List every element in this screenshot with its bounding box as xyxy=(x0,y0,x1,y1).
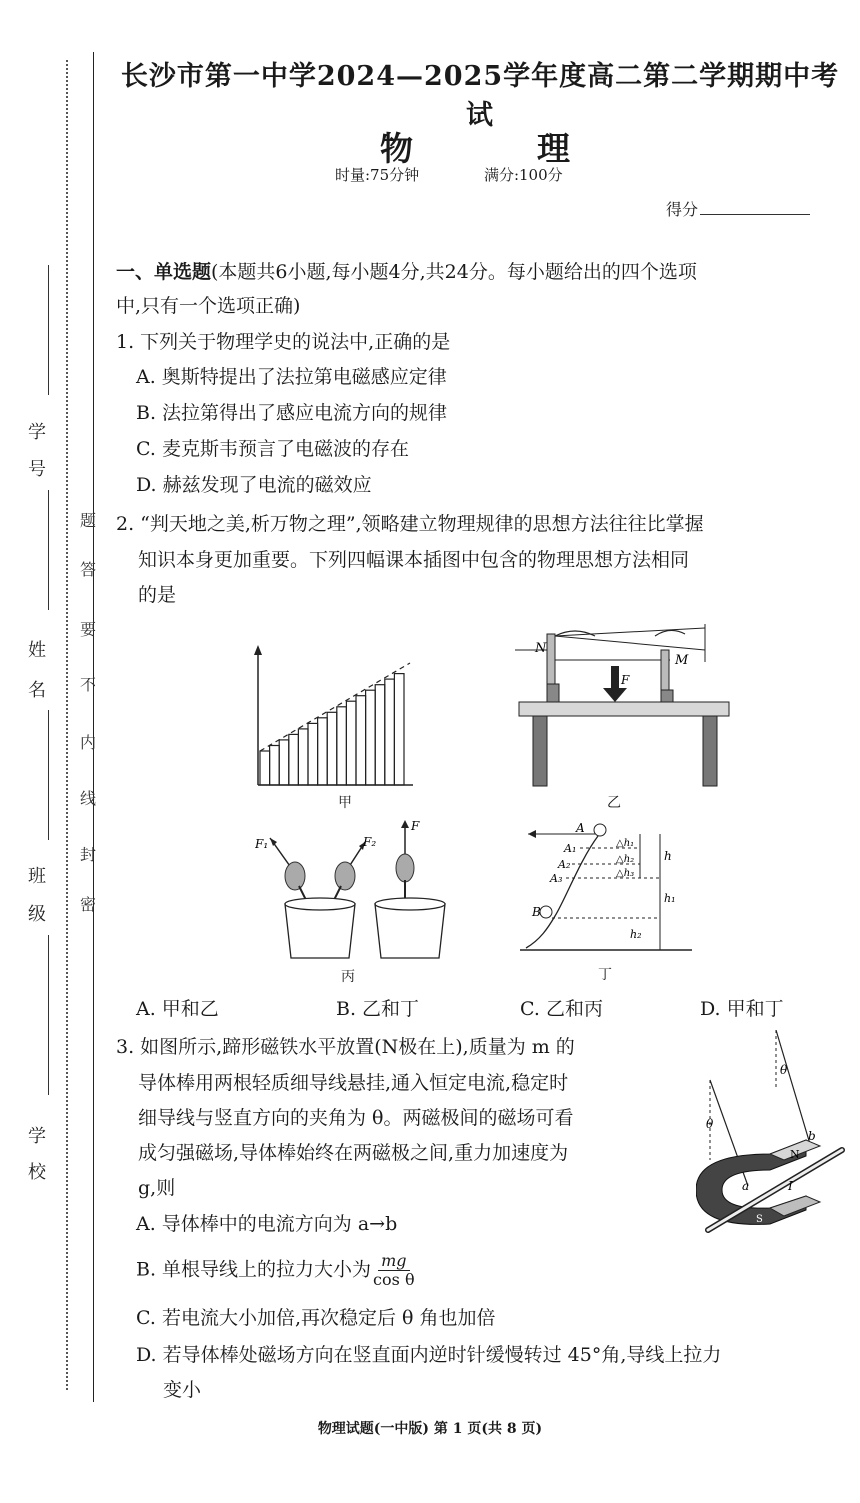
seal-char: 密 xyxy=(79,895,96,914)
q3-stem-2: 导体棒用两根轻质细导线悬挂,通入恒定电流,稳定时 xyxy=(138,1072,569,1094)
sidebar-label-name-1: 姓 xyxy=(28,640,46,661)
q3-stem-5: g,则 xyxy=(138,1177,176,1199)
fig-mark: A₂ xyxy=(558,858,571,871)
exam-full-score: 满分:100分 xyxy=(483,166,563,184)
seal-char: 线 xyxy=(79,789,96,808)
sidebar-label-student-no-1: 学 xyxy=(28,422,46,443)
fig-mark: A₃ xyxy=(550,872,563,885)
fig-mark: h₂ xyxy=(630,928,642,941)
fig-mark: △h₃ xyxy=(616,868,635,879)
q3-option-b[interactable] xyxy=(136,1252,415,1289)
fig-mark: I xyxy=(788,1179,793,1193)
stair-bar xyxy=(318,718,328,785)
fig-mark: M xyxy=(675,653,689,668)
school-blank[interactable] xyxy=(48,935,49,1095)
name-blank[interactable] xyxy=(48,490,49,610)
stair-bar xyxy=(356,696,366,785)
q1-option-b[interactable]: B. 法拉第得出了感应电流方向的规律 xyxy=(136,402,448,424)
section-heading xyxy=(116,255,697,289)
fig-mark: F₁ xyxy=(255,837,269,851)
stair-bar xyxy=(375,685,385,785)
exam-meta xyxy=(335,164,623,185)
class-blank[interactable] xyxy=(48,710,49,840)
fig-mark: A₁ xyxy=(564,842,577,855)
q2-option-c[interactable]: C. 乙和丙 xyxy=(520,998,603,1020)
score-label: 得分 xyxy=(666,200,699,219)
subject-char-1: 物 xyxy=(380,129,413,168)
figure-q3-magnet xyxy=(696,1030,846,1240)
fig-mark: b xyxy=(808,1129,816,1143)
exam-time: 时量:75分钟 xyxy=(335,166,420,184)
q3-stem-1: 3. 如图所示,蹄形磁铁水平放置(N极在上),质量为 m 的 xyxy=(116,1036,575,1058)
exam-title: 长沙市第一中学2024—2025学年度高二第二学期期中考试 xyxy=(120,61,840,131)
stair-bar xyxy=(366,690,376,785)
fig-mark: θ xyxy=(706,1117,714,1131)
stair-bar xyxy=(298,729,308,785)
stair-bar xyxy=(327,712,337,785)
seal-dotted-line xyxy=(66,60,68,1390)
fig-mark: a xyxy=(742,1179,750,1193)
seal-char: 答 xyxy=(79,560,96,579)
q1-option-c[interactable]: C. 麦克斯韦预言了电磁波的存在 xyxy=(136,438,409,460)
seal-char: 题 xyxy=(79,511,96,530)
stair-bar xyxy=(270,746,280,786)
section-desc-2: 中,只有一个选项正确) xyxy=(116,295,301,317)
fig-mark: F xyxy=(411,819,420,833)
figure-yi xyxy=(515,622,735,797)
fig-mark: F₂ xyxy=(363,835,377,849)
fraction xyxy=(373,1252,415,1289)
seal-char: 不 xyxy=(79,675,96,694)
figure-label-ding: 丁 xyxy=(598,967,612,983)
stair-bar xyxy=(289,734,299,785)
stair-bar xyxy=(279,740,289,785)
q2-option-b[interactable]: B. 乙和丁 xyxy=(336,998,420,1020)
figure-bing xyxy=(255,818,455,968)
section-title: 一、单选题 xyxy=(116,261,212,283)
fig-mark: N xyxy=(790,1148,800,1161)
q3-option-d[interactable]: D. 若导体棒处磁场方向在竖直面内逆时针缓慢转过 45°角,导线上拉力 xyxy=(136,1344,722,1366)
seal-char: 要 xyxy=(79,620,96,639)
score-blank[interactable] xyxy=(700,214,810,215)
figure-ding xyxy=(520,820,695,960)
fig-mark: △h₁ xyxy=(616,838,635,849)
fraction-numerator: mg xyxy=(378,1252,409,1271)
q1-option-d[interactable]: D. 赫兹发现了电流的磁效应 xyxy=(136,474,372,496)
q3-stem-4: 成匀强磁场,导体棒始终在两磁极之间,重力加速度为 xyxy=(138,1142,569,1164)
score-box xyxy=(666,197,810,220)
sidebar-label-school-1: 学 xyxy=(28,1126,46,1147)
fig-mark: A xyxy=(576,821,585,835)
student-no-blank[interactable] xyxy=(48,265,49,395)
fig-mark: B xyxy=(532,905,541,919)
binding-line xyxy=(93,52,94,1402)
stair-bar xyxy=(385,679,395,785)
sidebar-label-student-no-2: 号 xyxy=(28,459,46,480)
stair-bar xyxy=(260,751,270,785)
q2-stem-1: 2. “判天地之美,析万物之理”,领略建立物理规律的思想方法往往比掌握 xyxy=(116,513,704,535)
page-footer: 物理试题(一中版) 第 1 页(共 8 页) xyxy=(317,1421,543,1437)
q3-option-b-text: B. 单根导线上的拉力大小为 xyxy=(136,1258,372,1281)
stair-bar xyxy=(346,701,356,785)
figure-jia xyxy=(248,645,418,795)
fig-mark: F xyxy=(621,673,630,687)
q1-option-a[interactable]: A. 奥斯特提出了法拉第电磁感应定律 xyxy=(136,366,447,388)
fig-mark: S xyxy=(756,1214,763,1225)
q3-option-c[interactable]: C. 若电流大小加倍,再次稳定后 θ 角也加倍 xyxy=(136,1307,496,1329)
sidebar-label-name-2: 名 xyxy=(28,680,46,701)
q3-option-d-cont: 变小 xyxy=(163,1379,202,1401)
fraction-denominator: cos θ xyxy=(373,1270,415,1289)
figure-label-yi: 乙 xyxy=(607,795,621,811)
sidebar-label-school-2: 校 xyxy=(28,1162,46,1183)
q1-stem: 1. 下列关于物理学史的说法中,正确的是 xyxy=(116,331,451,353)
seal-char: 封 xyxy=(79,845,96,864)
q3-stem-3: 细导线与竖直方向的夹角为 θ。两磁极间的磁场可看 xyxy=(138,1107,574,1129)
fig-mark: h xyxy=(664,849,672,863)
q2-stem-3: 的是 xyxy=(138,584,177,606)
sidebar-label-class-2: 级 xyxy=(28,904,46,925)
subject-char-2: 理 xyxy=(537,129,570,168)
seal-char: 内 xyxy=(79,733,96,752)
section-desc-1: (本题共6小题,每小题4分,共24分。每小题给出的四个选项 xyxy=(211,261,697,283)
fig-mark: θ xyxy=(780,1063,788,1077)
stair-bar xyxy=(337,707,347,785)
fig-mark: △h₂ xyxy=(616,854,635,865)
sidebar-label-class-1: 班 xyxy=(28,866,46,887)
q3-option-a[interactable]: A. 导体棒中的电流方向为 a→b xyxy=(136,1213,398,1235)
q2-option-a[interactable]: A. 甲和乙 xyxy=(136,998,219,1020)
fig-mark: h₁ xyxy=(664,892,676,905)
subject-title xyxy=(380,123,570,170)
stair-bar xyxy=(394,674,404,785)
stair-bar xyxy=(308,723,318,785)
figure-label-bing: 丙 xyxy=(341,969,355,985)
q2-stem-2: 知识本身更加重要。下列四幅课本插图中包含的物理思想方法相同 xyxy=(138,549,690,571)
figure-label-jia: 甲 xyxy=(338,795,352,811)
q2-option-d[interactable]: D. 甲和丁 xyxy=(700,998,784,1020)
fig-mark: N xyxy=(535,641,547,656)
